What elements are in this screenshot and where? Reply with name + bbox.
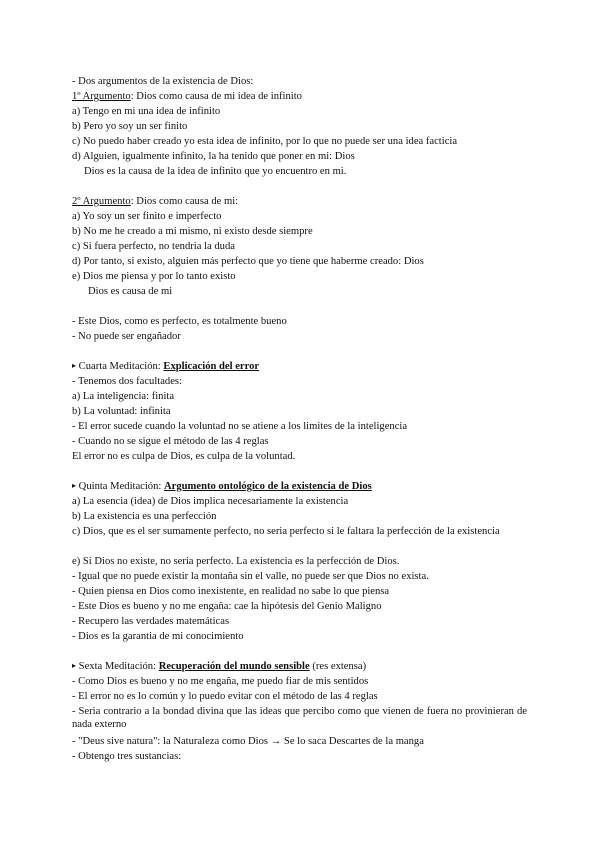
sexta-subtitle: Recuperación del mundo sensible [158, 661, 310, 672]
sexta-line: - Como Dios es bueno y no me engaña, me puedo fiar de mis sentidos [72, 676, 369, 687]
arg2-item: e) Dios me piensa y por lo tanto existo [72, 271, 236, 282]
sexta-line: - Obtengo tres sustancias: [72, 751, 182, 762]
triangle-bullet-icon: ▸ [72, 481, 77, 490]
arg1-item: d) Alguien, igualmente infinito, la ha tenido que poner en mi: Dios [72, 151, 355, 162]
arg1-label: 1º Argumento [72, 91, 131, 102]
triangle-bullet-icon: ▸ [72, 361, 77, 370]
arg2-item: a) Yo soy un ser finito e imperfecto [72, 211, 222, 222]
arg1-item: c) No puedo haber creado yo esta idea de infinito, por lo que no puede ser una idea facticia [72, 136, 458, 147]
arg2-item: c) Si fuera perfecto, no tendria la duda [72, 241, 235, 252]
cuarta-line: El error no es culpa de Dios, es culpa de la voluntad. [72, 451, 296, 462]
quinta-line: a) La esencia (idea) de Dios implica necesariamente la existencia [72, 496, 349, 507]
arg2-rest: : Dios como causa de mi: [130, 196, 239, 207]
quinta-subtitle: Argumento ontológico de la existencia de Dios [164, 481, 372, 492]
sexta-heading [72, 660, 366, 673]
arg2-conclusion: Dios es causa de mi [88, 286, 173, 297]
quinta-line: - Quien piensa en Dios como inexistente, en realidad no sabe lo que piensa [72, 586, 390, 597]
cuarta-line: a) La inteligencia: finita [72, 391, 175, 402]
intro-title: - Dos argumentos de la existencia de Dios: [72, 76, 254, 87]
cuarta-line: - Cuando no se sigue el método de las 4 reglas [72, 436, 269, 447]
triangle-bullet-icon: ▸ [72, 661, 77, 670]
quinta-line: - Recupero las verdades matemáticas [72, 616, 230, 627]
cuarta-line: b) La voluntad: infinita [72, 406, 171, 417]
arg2-label: 2º Argumento [72, 196, 131, 207]
cuarta-line: - El error sucede cuando la voluntad no se atiene a los limites de la inteligencia [72, 421, 408, 432]
quinta-wrapped-line: c) Dios, que es el ser sumamente perfecto, no seria perfecto si le faltara la perfección de la existencia [72, 526, 500, 537]
arg1-item: b) Pero yo soy un ser finito [72, 121, 188, 132]
cuarta-heading [72, 360, 259, 373]
quinta-line: e) Si Dios no existe, no seria perfecto. La existencia es la perfección de Dios. [72, 556, 400, 567]
sexta-title: Sexta Meditación: [78, 661, 157, 672]
sexta-line: - "Deus sive natura": la Naturaleza como Dios → Se lo saca Descartes de la manga [72, 736, 424, 747]
quinta-line: b) La existencia es una perfección [72, 511, 217, 522]
cuarta-line: - Tenemos dos facultades: [72, 376, 182, 387]
arg2-item: b) No me he creado a mi mismo, ni existo desde siempre [72, 226, 313, 237]
good-line: - Este Dios, como es perfecto, es totalmente bueno [72, 316, 287, 327]
arg2-item: d) Por tanto, si existo, alguien más perfecto que yo tiene que haberme creado: Dios [72, 256, 424, 267]
quinta-line: - Este Dios es bueno y no me engaña: cae la hipótesis del Genio Maligno [72, 601, 382, 612]
quinta-heading [72, 480, 372, 493]
quinta-line: - Igual que no puede existir la montaña sin el valle, no puede ser que Dios no exista. [72, 571, 429, 582]
arg2-heading [72, 195, 238, 208]
arg1-rest: : Dios como causa de mi idea de infinito [130, 91, 302, 102]
quinta-title: Quinta Meditación: [78, 481, 162, 492]
arg1-item: a) Tengo en mi una idea de infinito [72, 106, 221, 117]
quinta-line: - Dios es la garantia de mi conocimiento [72, 631, 244, 642]
cuarta-subtitle: Explicación del error [163, 361, 260, 372]
arg1-conclusion: Dios es la causa de la idea de infinito que yo encuentro en mi. [84, 166, 347, 177]
sexta-wrapped-line: - Seria contrario a la bondad divina que las ideas que percibo como que vienen de fuera no provinieran de nada externo [72, 706, 527, 730]
sexta-line: - El error no es lo común y lo puedo evitar con el método de las 4 reglas [72, 691, 378, 702]
arg1-heading [72, 90, 302, 103]
good-line: - No puede ser engañador [72, 331, 181, 342]
sexta-subtitle-rest: (res extensa) [309, 661, 367, 672]
cuarta-title: Cuarta Meditación: [78, 361, 161, 372]
